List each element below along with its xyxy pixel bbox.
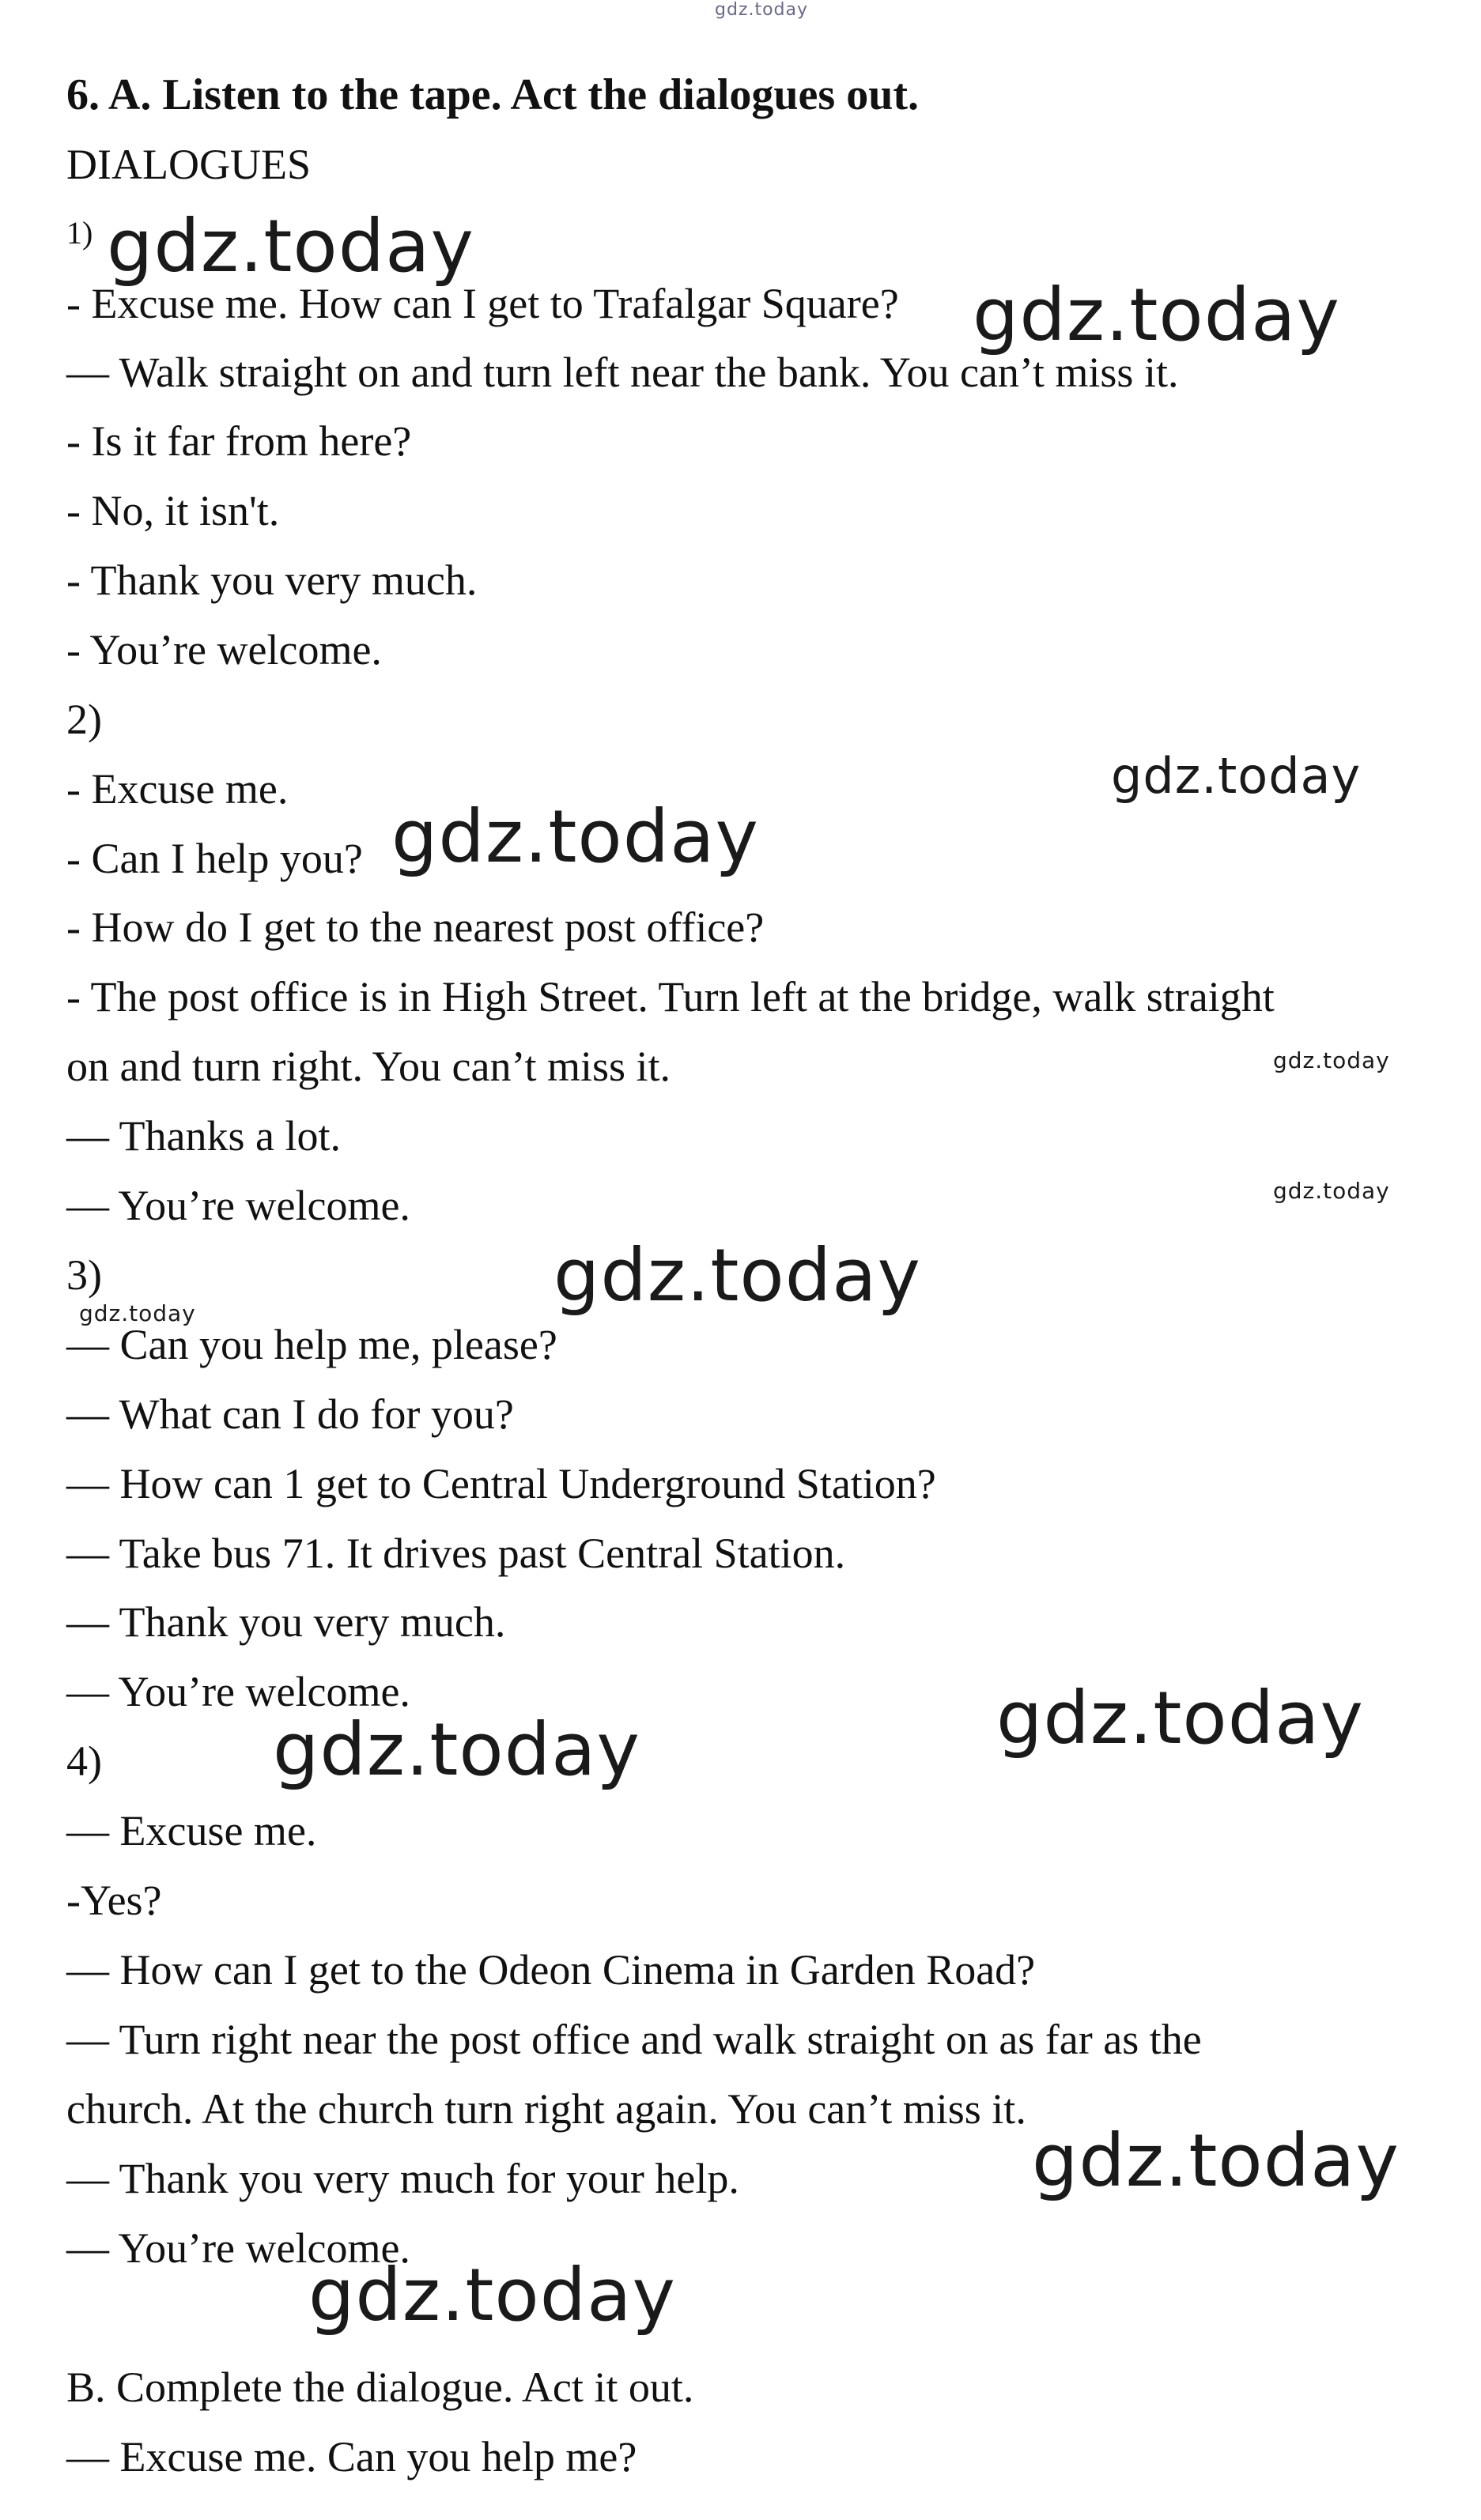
dialogue-4-number: 4) [66, 1737, 102, 1785]
watermark: gdz.today [996, 1676, 1364, 1760]
watermark: gdz.today [1273, 1178, 1390, 1204]
dialogue-line: - No, it isn't. [66, 487, 280, 534]
dialogue-line: — You’re welcome. [66, 1668, 410, 1715]
watermark: gdz.today [391, 794, 759, 879]
dialogue-line: — How can I get to the Odeon Cinema in Garden Road? [66, 1946, 1036, 1994]
dialogue-2-number: 2) [66, 696, 102, 743]
dialogue-line: — Thanks a lot. [66, 1112, 341, 1160]
dialogue-3-number: 3) [66, 1251, 102, 1299]
watermark: gdz.today [308, 2253, 676, 2337]
dialogue-line: — How can 1 get to Central Underground Station? [66, 1460, 936, 1507]
dialogue-line: - The post office is in High Street. Turn left at the bridge, walk straight [66, 973, 1275, 1020]
watermark-top: gdz.today [715, 0, 809, 20]
dialogue-line: — Walk straight on and turn left near the bank. You can’t miss it. [66, 349, 1179, 396]
dialogue-line: — Take bus 71. It drives past Central Station. [66, 1530, 846, 1577]
dialogue-line: — What can I do for you? [66, 1390, 514, 1438]
dialogue-line: on and turn right. You can’t miss it. [66, 1043, 671, 1090]
watermark: gdz.today [1032, 2118, 1400, 2203]
section-title: DIALOGUES [66, 141, 311, 188]
dialogue-line: - Thank you very much. [66, 556, 478, 604]
dialogue-line: - Can I help you? [66, 835, 363, 882]
dialogue-line: - Excuse me. How can I get to Trafalgar Square? [66, 280, 899, 327]
watermark: gdz.today [79, 1300, 196, 1326]
dialogue-line: — You’re welcome. [66, 1182, 410, 1229]
dialogue-line: — Thank you very much. [66, 1598, 506, 1646]
dialogue-line: — Can you help me, please? [66, 1321, 557, 1368]
dialogue-line: — Thank you very much for your help. [66, 2155, 739, 2202]
dialogue-line: — Excuse me. Can you help me? [66, 2433, 637, 2480]
dialogue-1-number: 1) [66, 215, 93, 251]
watermark: gdz.today [1111, 747, 1362, 805]
watermark: gdz.today [107, 204, 474, 289]
dialogue-line: - Excuse me. [66, 765, 289, 813]
dialogue-line: church. At the church turn right again. You can’t miss it. [66, 2085, 1026, 2133]
dialogue-line: — You’re welcome. [66, 2224, 410, 2272]
part-b-heading: B. Complete the dialogue. Act it out. [66, 2363, 694, 2411]
exercise-heading: 6. A. Listen to the tape. Act the dialogues out. [66, 70, 919, 119]
dialogue-line: — Excuse me. [66, 1807, 317, 1854]
watermark: gdz.today [973, 273, 1340, 357]
watermark: gdz.today [1273, 1047, 1390, 1073]
watermark: gdz.today [553, 1233, 921, 1318]
dialogue-line: - How do I get to the nearest post office? [66, 904, 765, 951]
dialogue-line: -Yes? [66, 1877, 162, 1924]
dialogue-line: - Is it far from here? [66, 417, 412, 465]
dialogue-line: — Turn right near the post office and walk straight on as far as the [66, 2016, 1202, 2063]
dialogue-line: - You’re welcome. [66, 626, 382, 673]
watermark: gdz.today [273, 1707, 640, 1792]
